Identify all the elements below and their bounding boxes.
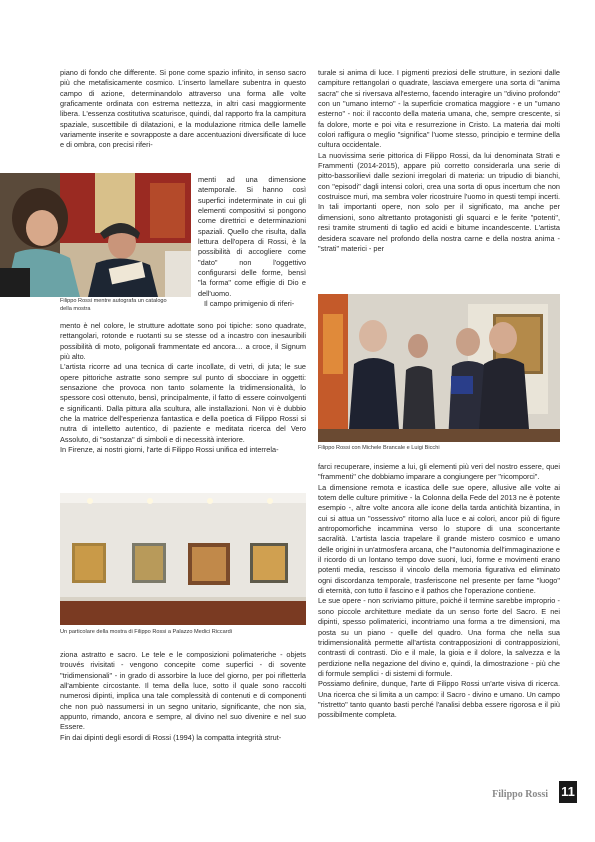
right-paragraph-6: Possiamo definire, dunque, l'arte di Filippo Rossi un'arte visiva di ricerca. Una ricerca che si limita a un campo: il Sacro - divino e umano. Un campo "ristretto" tanto quanto basti perché l'analisi debba essere rigorosa e il più possibilmente completa. xyxy=(318,679,560,720)
left-column-bottom xyxy=(60,650,306,743)
right-column-top xyxy=(318,68,560,254)
right-column-bottom xyxy=(318,462,560,721)
left-column-middle xyxy=(60,321,306,455)
caption-exhibition: Un particolare della mostra di Filippo Rossi a Palazzo Medici Riccardi xyxy=(60,629,232,635)
photo-group xyxy=(318,294,560,442)
right-paragraph-2: La nuovissima serie pittorica di Filippo Rossi, da lui denominata Strati e Frammenti (2014-2015), appare più corretto considerarla una serie di pitto-bassorilievi dalle sezioni irregolari di materia: un tripudio di bianchi, con "episodi" dagli intensi colori, crea una sorta di opus incertum che non costruisce muri, ma sembra voler ricostruire l'uomo in questi tempi incerti. In tali importanti opere, non solo per il significato, ma anche per dimensioni, sono altrettanto protagonisti gli squarci e le ferite "potenti", resi tramite strumenti di taglio ed acidi e bitume incandescente. L'artista desidera scavare nel profondo della nostra carne e della nostra anima - "strati" materici - per xyxy=(318,150,560,253)
left-paragraph-6: Fin dai dipinti degli esordi di Rossi (1994) la compatta integrità strut- xyxy=(60,732,282,742)
right-paragraph-5: Le sue opere - non scriviamo pitture, poiché il termine sarebbe improprio - sono piccole architetture mediate da un senso forte del Sacro. E nei dipinti, spesso polimaterici, incontriamo una forma a tre dimensioni, ma posta su un piano - quelle del quadro. Una forma che nella sua tridimensionalità permette all'artista contrapposizioni di contrapposizioni, contrasti di contrasti. Dio e il male, la gioia e il dolore, la salvezza e la perdizione nella negazione del divino e, quindi, la dimostrazione - più che di formule semplici - di sistemi di formule. xyxy=(318,596,560,678)
left-column xyxy=(60,68,306,151)
right-paragraph-3: farci recuperare, insieme a lui, gli elementi più veri del nostro essere, quei "frammenti" che dobbiamo imparare a congiungere per "ricomporci". xyxy=(318,462,560,482)
photo-autograph xyxy=(0,173,191,297)
caption-autograph: Filippo Rossi mentre autografa un catalogo della mostra xyxy=(60,298,167,312)
left-float-block xyxy=(198,175,306,309)
left-paragraph-2: mento è nel colore, le strutture adottate sono poi tipiche: sono quadrate, rettangolari, rotonde e ruotanti su se stesse od a incastro con inesauribili possibilità di moto, poligonali frammentate ed ancora… a croce, il Signum più alto. xyxy=(60,321,306,362)
left-paragraph-5: ziona astratto e sacro. Le tele e le composizioni polimateriche - objets trouvés rivisitati - vengono concepite come superfici - di sovente "tridimensionali" - in grado di assorbire la luce del giorno, per poi rifletterla all'ambiente circostante. Il tema della luce, sotto il quale sono raccolti numerosi dipinti, implica una tale complessità di contenuti e di componenti che non può nassumersi in un segno unitario, significante, che non sia, appunto, rimando, ancora e sempre, al divino nel suo divenire e nel suo Essere. xyxy=(60,650,306,732)
left-float-paragraph: menti ad una dimensione atemporale. Si hanno così superfici indeterminate in cui gli elementi compositivi si pongono come direttrici e determinazioni spaziali. Quello che risulta, dalla lettura dell'opera di Rossi, è la possibilità di accogliere come "dato" non l'oggettivo configurarsi delle forme, bensì "la forma" come effigie di Dio e dell'uomo. xyxy=(198,175,306,298)
caption-group: Filippo Rossi con Michele Brancale e Luigi Bicchi xyxy=(318,445,440,451)
right-paragraph-1: turale si anima di luce. I pigmenti preziosi delle strutture, in sezioni dalle campiture rettangolari o quadrate, lasciava emergere una sorta di "anima sacra" che si riversava all'esterno, facendo interagire un "divino profondo" con un "umano interno" - la superficie cromatica maggiore - e un "umano esterno" - noi: il racconto della materia umana, che, sempre crescente, si fa dolore, morte e poi vita e resurrezione in Cristo. La materia dai molti colori raffigura o meglio "significa" l'uome stesso, principio e termine della cultura occidentale. xyxy=(318,68,560,150)
footer-author-name: Filippo Rossi xyxy=(492,789,548,800)
left-paragraph-3: L'artista ricorre ad una tecnica di carte incollate, di vetri, di juta; le sue opere pittoriche astratte sono sempre sul punto di sbocciare in oggetti: sensazione che provoca non tanto solamente la tridimensionalità, lo spessore così ottenuto, bensì, principalmente, il fatto di essere coinvolgenti e significanti. Dalla pittura alla scultura, alle installazioni. Non vi è dubbio che la matrice dell'esperienza fantastica e della poetica di Filippo Rossi si nutra di intelletto autentico, di paziente e meditata ricerca del Vero Assoluto, di "sostanza" di simboli e di necessità interiore. xyxy=(60,362,306,444)
page-number: 11 xyxy=(559,781,577,803)
right-paragraph-4: La dimensione remota e icastica delle sue opere, allusive alle volte ai totem delle culture primitive - la Colonna della Fede del 2013 ne è potente esempio -, altre volte ancora alle icone della tarda antichità bizantina, in cui si attua un "ossessivo" ritorno alla luce e ai colori, ancor più di figure antropomorfiche incammina verso lo stupore di una sconcertante sacralità. L'artista lascia trapelare il grande mistero cosmico e umano delle origini in un'atmosfera arcana, che l'"autonomia dell'immaginazione e il ricordo di un lontano tempo dove suoni, luci, forme e movimenti erano potenti media, rescisso il vincolo della memoria figurativa ed eliminato ogni discordanza temporale, trasferiscone nel presente per farne "luogo" di eternità, con tutto il fascino e il pathos che l'operazione contiene. xyxy=(318,482,560,596)
left-float-paragraph-2: Il campo primigenio di riferi- xyxy=(204,299,295,309)
left-paragraph-1: piano di fondo che differente. Si pone come spazio infinito, in senso sacro più che metafisicamente cosmico. L'inserto lamellare subentra in questo campo di azione, determinandolo attraverso una forma alle volte graficamente ordinata con estrema nettezza, in altri casi maggiormente libera. L'essenza costitutiva scaturisce, quindi, dal rapporto fra la campitura spaziale, suscettibile di dilatazioni, e la modulazione ritmica delle lamelle variamente inserite e sovrapposte a dare accentuazioni diversificate di luce e di ombra, con precisi riferi- xyxy=(60,68,306,150)
photo-exhibition xyxy=(60,493,306,625)
left-paragraph-4: In Firenze, ai nostri giorni, l'arte di Filippo Rossi unifica ed interrela- xyxy=(60,445,279,455)
